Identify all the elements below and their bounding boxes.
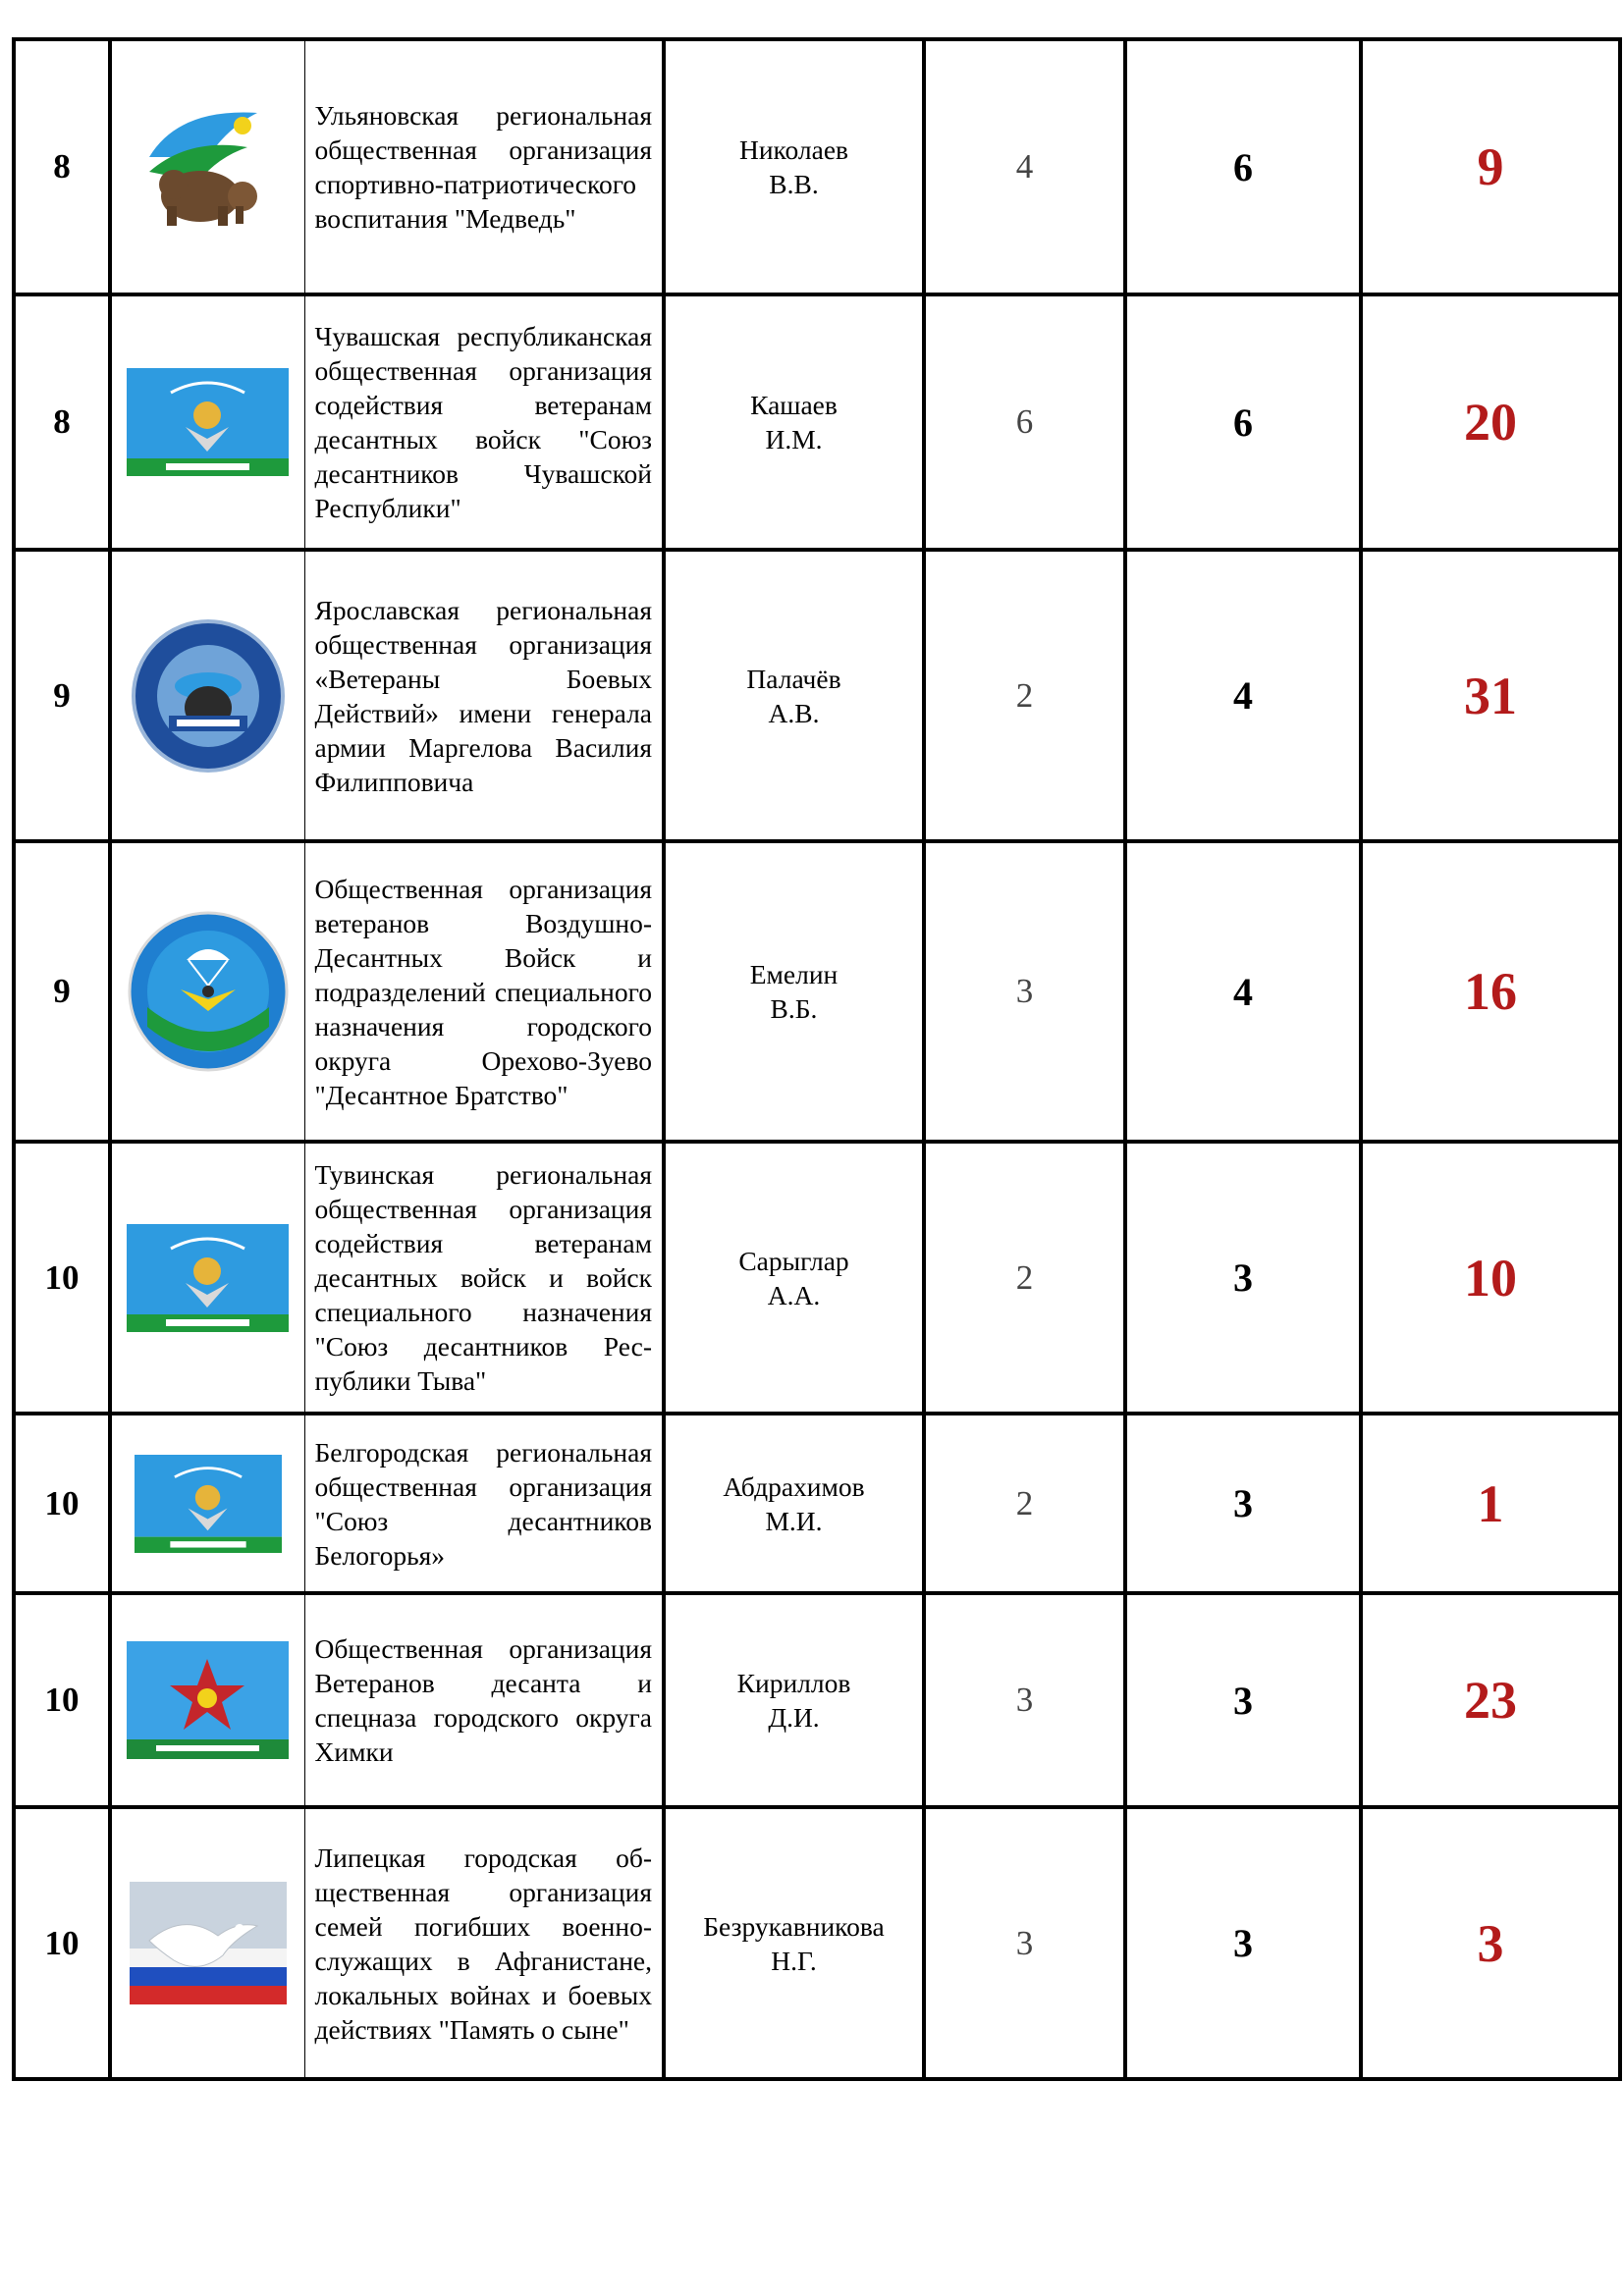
leader-surname: Абдрахимов [723, 1470, 865, 1502]
leader-initials: Д.И. [768, 1702, 820, 1733]
rank-cell: 8 [14, 39, 110, 294]
leader-surname: Палачёв [746, 663, 841, 694]
round-parachute-badge-icon [126, 909, 291, 1074]
organization-name: Общественная организация Ветеранов десанта и спецназа городского округа Химки [304, 1593, 664, 1807]
place-number: 23 [1361, 1593, 1620, 1807]
leader-surname: Сарыглар [738, 1245, 849, 1276]
value-a: 2 [924, 550, 1125, 841]
leader-initials: И.М. [765, 424, 823, 454]
leader-name [664, 1142, 924, 1414]
leader-initials: М.И. [765, 1505, 823, 1536]
place-number: 16 [1361, 841, 1620, 1142]
table-row [14, 1593, 1620, 1807]
leader-surname: Кашаев [750, 390, 838, 420]
airborne-flag-icon [127, 368, 289, 476]
table-row [14, 294, 1620, 550]
rank-cell: 9 [14, 841, 110, 1142]
organization-name: Ярославская региональная общественная организация «Ветераны Боевых Действий» имени генерала армии Маргелова Василия Филипповича [304, 550, 664, 841]
organization-name: Липецкая городская общественная организация семей погибших военнослужащих в Афганистане, локальных войнах и боевых действиях "Память о сыне" [304, 1807, 664, 2079]
table-row [14, 1142, 1620, 1414]
logo-cell [110, 294, 304, 550]
rank-cell: 10 [14, 1142, 110, 1414]
value-b: 3 [1125, 1807, 1361, 2079]
leader-initials: А.А. [767, 1279, 821, 1310]
leader-surname: Николаев [738, 134, 849, 165]
place-number: 9 [1361, 39, 1620, 294]
value-a: 2 [924, 1142, 1125, 1414]
value-b: 3 [1125, 1414, 1361, 1593]
rank-cell: 8 [14, 294, 110, 550]
value-a: 6 [924, 294, 1125, 550]
value-a: 4 [924, 39, 1125, 294]
airborne-flag-icon [127, 1224, 289, 1332]
place-number: 31 [1361, 550, 1620, 841]
leader-name [664, 1414, 924, 1593]
value-a: 3 [924, 841, 1125, 1142]
table-row [14, 550, 1620, 841]
round-badge-desantnik-icon [130, 617, 287, 774]
leader-surname: Кириллов [736, 1668, 851, 1698]
rank-cell: 10 [14, 1807, 110, 2079]
leader-initials: Н.Г. [771, 1945, 817, 1976]
value-b: 6 [1125, 294, 1361, 550]
place-number: 1 [1361, 1414, 1620, 1593]
results-table [12, 37, 1622, 2081]
value-a: 2 [924, 1414, 1125, 1593]
logo-cell [110, 1142, 304, 1414]
leader-surname: Безрукавникова [703, 1910, 885, 1942]
table-row [14, 1807, 1620, 2079]
value-b: 4 [1125, 550, 1361, 841]
rank-cell: 9 [14, 550, 110, 841]
logo-cell [110, 1593, 304, 1807]
logo-cell [110, 39, 304, 294]
dove-russian-flag-icon [130, 1882, 287, 2004]
logo-cell [110, 841, 304, 1142]
logo-cell [110, 550, 304, 841]
leader-name [664, 1807, 924, 2079]
value-b: 3 [1125, 1593, 1361, 1807]
value-b: 4 [1125, 841, 1361, 1142]
leader-name [664, 550, 924, 841]
place-number: 10 [1361, 1142, 1620, 1414]
leader-initials: В.В. [769, 169, 819, 199]
spetsnaz-flag-icon [127, 1641, 289, 1759]
organization-name: Ульяновская региональная общественная организация спортивно-патриотического воспитания "Медведь" [304, 39, 664, 294]
organization-name: Общественная организация ветеранов Воздушно-Десантных Войск и подразделений специального назначения городского округа Орехово-Зуево "Десантное Братство" [304, 841, 664, 1142]
logo-cell [110, 1414, 304, 1593]
value-b: 3 [1125, 1142, 1361, 1414]
table-row [14, 1414, 1620, 1593]
leader-name [664, 294, 924, 550]
airborne-flag-icon [130, 1455, 287, 1553]
logo-cell [110, 1807, 304, 2079]
organization-name: Чувашская республиканская общественная организация содействия ветеранам десантных войск "Союз десантников Чувашской Республики" [304, 294, 664, 550]
value-a: 3 [924, 1807, 1125, 2079]
leader-name [664, 841, 924, 1142]
value-b: 6 [1125, 39, 1361, 294]
rank-cell: 10 [14, 1414, 110, 1593]
table-row [14, 841, 1620, 1142]
leader-surname: Емелин [749, 959, 839, 989]
value-a: 3 [924, 1593, 1125, 1807]
leader-name [664, 1593, 924, 1807]
leader-initials: А.В. [768, 697, 820, 728]
bear-emblem-icon [139, 98, 277, 236]
table-row [14, 39, 1620, 294]
organization-name: Белгородская региональная общественная организация "Союз десантников Белогорья» [304, 1414, 664, 1593]
leader-name [664, 39, 924, 294]
organization-name: Тувинская региональная общественная организация содействия ветеранам десантных войск и войск специального назначения "Союз десантников Республики Тыва" [304, 1142, 664, 1414]
place-number: 3 [1361, 1807, 1620, 2079]
place-number: 20 [1361, 294, 1620, 550]
rank-cell: 10 [14, 1593, 110, 1807]
leader-initials: В.Б. [770, 993, 818, 1024]
